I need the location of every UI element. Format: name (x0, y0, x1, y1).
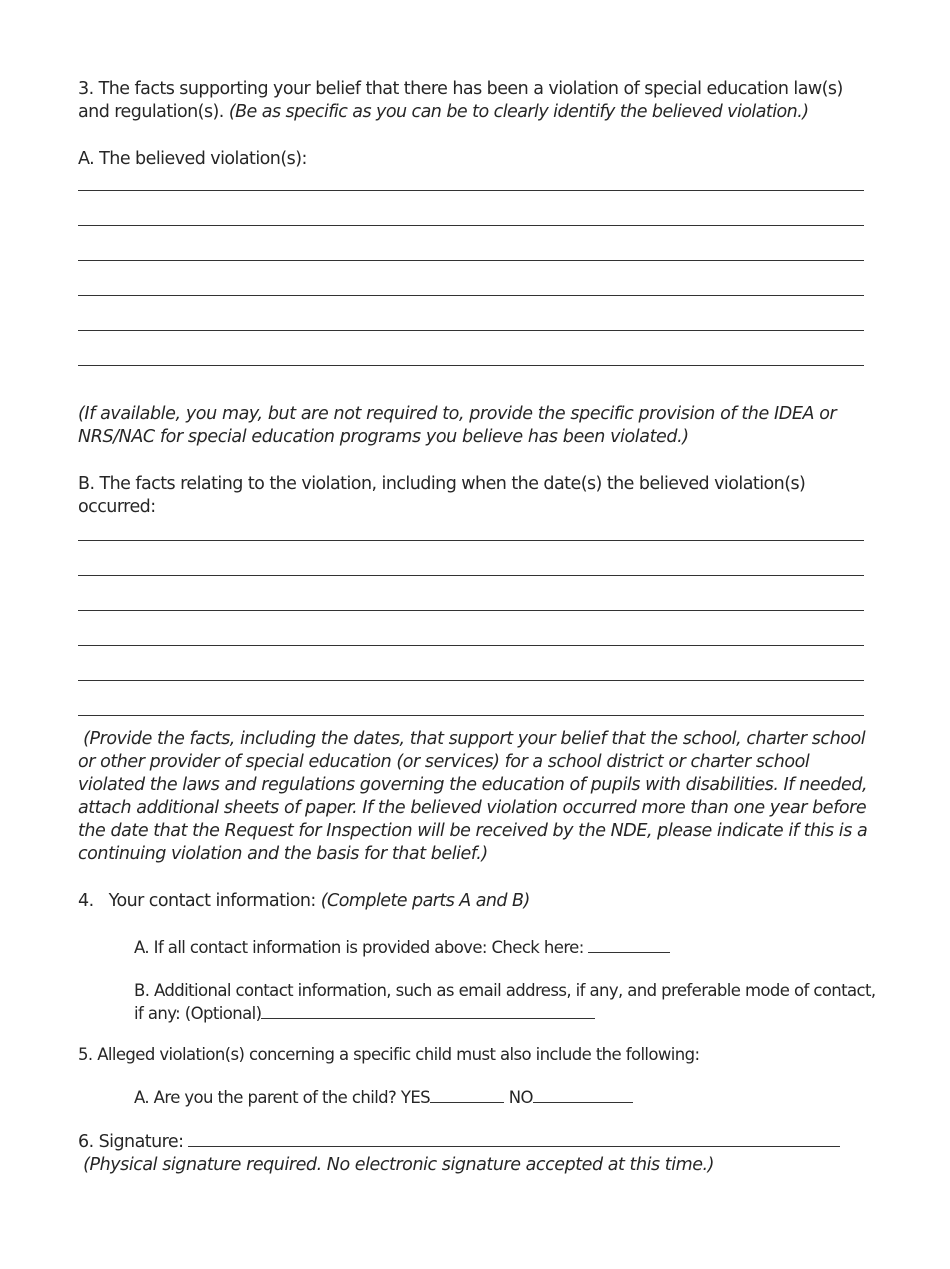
no-label: NO (508, 1088, 533, 1107)
section-4b (134, 979, 876, 1025)
facts-line-6[interactable] (78, 715, 864, 716)
additional-contact-field[interactable] (261, 1004, 595, 1019)
part-b-note-text: (Provide the facts, including the dates, that support your belief that the school, charter school or other provider of special education (or services) for a school district or charter school violated the laws and regulations governing the education of pupils with disabilities. If needed, attach additional sheets of paper. If the believed violation occurred more than one year before the date that the Request for Inspection will be received by the NDE, please indicate if this is a continuing violation and the basis for that belief.) (78, 729, 868, 864)
section-3-intro (78, 78, 868, 124)
facts-line-5[interactable] (78, 680, 864, 681)
section-5a-question: A. Are you the parent of the child? (134, 1088, 401, 1107)
no-field[interactable] (533, 1088, 633, 1103)
part-b-label: B. The facts relating to the violation, including when the date(s) the believed violation(s) occurred: (78, 474, 806, 517)
facts-line-1[interactable] (78, 540, 864, 541)
section-6-text: 6. Signature: (78, 1132, 189, 1152)
check-here-field[interactable] (588, 938, 670, 953)
section-6-label (78, 1131, 868, 1154)
section-4a (134, 936, 876, 959)
section-6-note-text: (Physical signature required. No electronic signature accepted at this time.) (83, 1155, 715, 1175)
part-a-note: (If available, you may, but are not required to, provide the specific provision of the IDEA or NRS/NAC for special education programs you believe has been violated.) (78, 404, 837, 447)
section-3-note: (Be as specific as you can be to clearly identify the believed violation.) (228, 102, 809, 122)
facts-line-2[interactable] (78, 575, 864, 576)
facts-line-3[interactable] (78, 610, 864, 611)
violation-line-2[interactable] (78, 225, 864, 226)
yes-field[interactable] (430, 1088, 504, 1103)
section-4-note: (Complete parts A and B) (320, 891, 530, 911)
violation-line-5[interactable] (78, 330, 864, 331)
violation-line-3[interactable] (78, 260, 864, 261)
section-3-text: The facts supporting your belief that there has been a violation of special education law(s) and regulation(s). (78, 79, 843, 122)
section-4-label (78, 890, 868, 913)
section-4a-text: A. If all contact information is provided above: Check here: (134, 938, 589, 957)
violation-line-4[interactable] (78, 295, 864, 296)
violation-line-1[interactable] (78, 190, 864, 191)
part-b-note (78, 728, 868, 866)
part-a-label: A. The believed violation(s): (78, 149, 307, 169)
violation-line-6[interactable] (78, 365, 864, 366)
section-4-text: 4. Your contact information: (78, 891, 321, 911)
section-4b-text: B. Additional contact information, such as email address, if any, and preferable mode of contact, if any: (Optional) (134, 981, 876, 1023)
section-5a (134, 1086, 876, 1109)
section-6-note (78, 1154, 868, 1177)
yes-label: YES (400, 1088, 431, 1107)
signature-field[interactable] (188, 1132, 840, 1147)
facts-line-4[interactable] (78, 645, 864, 646)
section-3-number: 3. (78, 79, 94, 99)
section-5-label: 5. Alleged violation(s) concerning a specific child must also include the following: (78, 1045, 700, 1064)
